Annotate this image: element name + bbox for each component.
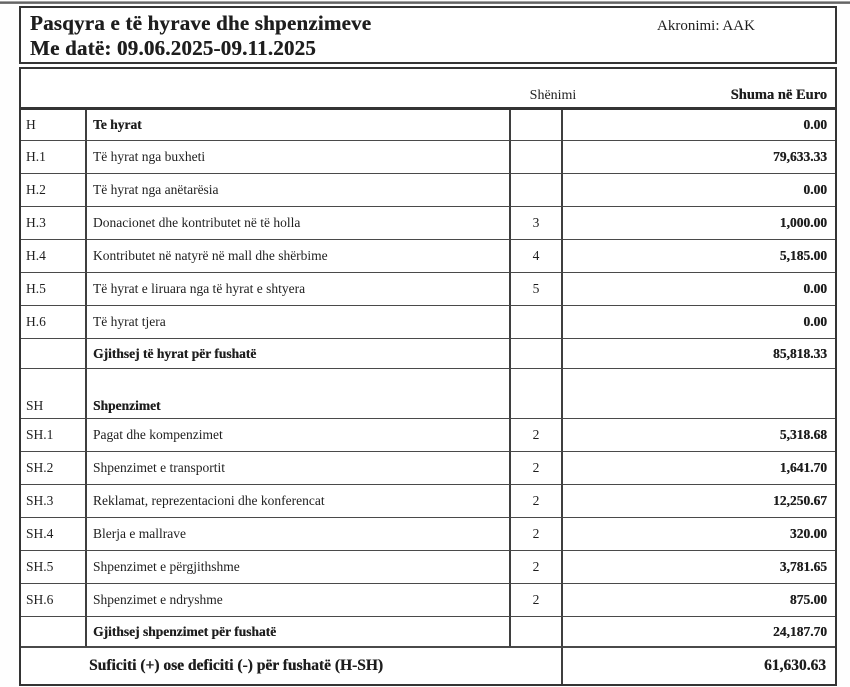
- row-code: H.6: [21, 306, 87, 339]
- row-label: Gjithsej të hyrat për fushatë: [87, 339, 511, 369]
- row-note: [511, 617, 563, 647]
- income-row: [21, 306, 835, 339]
- row-amount: 12,250.67: [563, 485, 835, 518]
- row-label: Gjithsej shpenzimet për fushatë: [87, 617, 511, 647]
- income-row: [21, 174, 835, 207]
- row-label: Reklamat, reprezentacioni dhe konferencat: [87, 485, 511, 518]
- row-note: 4: [511, 240, 563, 273]
- row-label: Shpenzimet e përgjithshme: [87, 551, 511, 584]
- row-code: H.1: [21, 141, 87, 174]
- row-note: [511, 306, 563, 339]
- income-row: [21, 240, 835, 273]
- row-amount: 0.00: [563, 306, 835, 339]
- row-code: SH.5: [21, 551, 87, 584]
- title-box: [19, 6, 837, 64]
- row-label: Kontributet në natyrë në mall dhe shërbime: [87, 240, 511, 273]
- statement-table: [19, 107, 837, 686]
- row-note: [511, 369, 563, 419]
- row-code: H.4: [21, 240, 87, 273]
- row-code: SH.4: [21, 518, 87, 551]
- row-amount: 1,641.70: [563, 452, 835, 485]
- result-label: Suficiti (+) ose deficiti (-) për fushatë (H-SH): [21, 648, 563, 684]
- row-note: [511, 339, 563, 369]
- row-code: H.3: [21, 207, 87, 240]
- row-amount: 5,318.68: [563, 419, 835, 452]
- row-amount: 0.00: [563, 273, 835, 306]
- row-amount: 3,781.65: [563, 551, 835, 584]
- row-note: [511, 174, 563, 207]
- row-amount: [563, 369, 835, 419]
- scan-cutoff-line: [0, 1, 850, 4]
- row-amount: 79,633.33: [563, 141, 835, 174]
- expense-row: [21, 419, 835, 452]
- income-total-row: [21, 339, 835, 369]
- date-range: Me datë: 09.06.2025-09.11.2025: [30, 36, 316, 60]
- row-note: 2: [511, 584, 563, 617]
- row-amount: 875.00: [563, 584, 835, 617]
- row-amount: 1,000.00: [563, 207, 835, 240]
- row-label: Të hyrat nga anëtarësia: [87, 174, 511, 207]
- row-note: 2: [511, 551, 563, 584]
- row-note: 3: [511, 207, 563, 240]
- row-code: H: [21, 110, 87, 141]
- row-note: 2: [511, 419, 563, 452]
- acronym-label: Akronimi: AAK: [657, 18, 755, 34]
- column-header-amount: Shuma në Euro: [730, 87, 827, 103]
- expenses-section-row: [21, 369, 835, 419]
- row-note: 2: [511, 452, 563, 485]
- expense-row: [21, 584, 835, 617]
- row-note: 5: [511, 273, 563, 306]
- row-label: Shpenzimet: [87, 369, 511, 419]
- row-amount: 5,185.00: [563, 240, 835, 273]
- result-amount: 61,630.63: [764, 657, 826, 674]
- row-code: SH.6: [21, 584, 87, 617]
- row-amount: 0.00: [563, 174, 835, 207]
- row-amount: 24,187.70: [563, 617, 835, 647]
- row-label: Të hyrat nga buxheti: [87, 141, 511, 174]
- expense-row: [21, 518, 835, 551]
- row-note: [511, 110, 563, 141]
- row-label: Donacionet dhe kontributet në të holla: [87, 207, 511, 240]
- row-label: Të hyrat tjera: [87, 306, 511, 339]
- row-amount: 320.00: [563, 518, 835, 551]
- income-row: [21, 141, 835, 174]
- income-row: [21, 207, 835, 240]
- page-title: Pasqyra e të hyrave dhe shpenzimeve: [30, 11, 372, 35]
- row-code: SH.3: [21, 485, 87, 518]
- result-row: [21, 647, 835, 684]
- row-label: Shpenzimet e ndryshme: [87, 584, 511, 617]
- row-label: Te hyrat: [87, 110, 511, 141]
- row-label: Blerja e mallrave: [87, 518, 511, 551]
- row-label: Shpenzimet e transportit: [87, 452, 511, 485]
- expenses-total-row: [21, 617, 835, 647]
- row-note: 2: [511, 485, 563, 518]
- row-note: 2: [511, 518, 563, 551]
- expense-row: [21, 485, 835, 518]
- income-row: [21, 273, 835, 306]
- row-amount: 85,818.33: [563, 339, 835, 369]
- row-code: H.2: [21, 174, 87, 207]
- row-code: SH.1: [21, 419, 87, 452]
- column-header-note: Shënimi: [529, 88, 577, 103]
- row-code: [21, 339, 87, 369]
- expense-row: [21, 551, 835, 584]
- row-amount: 0.00: [563, 110, 835, 141]
- row-code: SH.2: [21, 452, 87, 485]
- row-note: [511, 141, 563, 174]
- row-code: H.5: [21, 273, 87, 306]
- column-header-row: [19, 67, 837, 107]
- row-code: SH: [21, 369, 87, 419]
- income-section-row: [21, 110, 835, 141]
- row-label: Pagat dhe kompenzimet: [87, 419, 511, 452]
- row-code: [21, 617, 87, 647]
- expense-row: [21, 452, 835, 485]
- row-label: Të hyrat e liruara nga të hyrat e shtyera: [87, 273, 511, 306]
